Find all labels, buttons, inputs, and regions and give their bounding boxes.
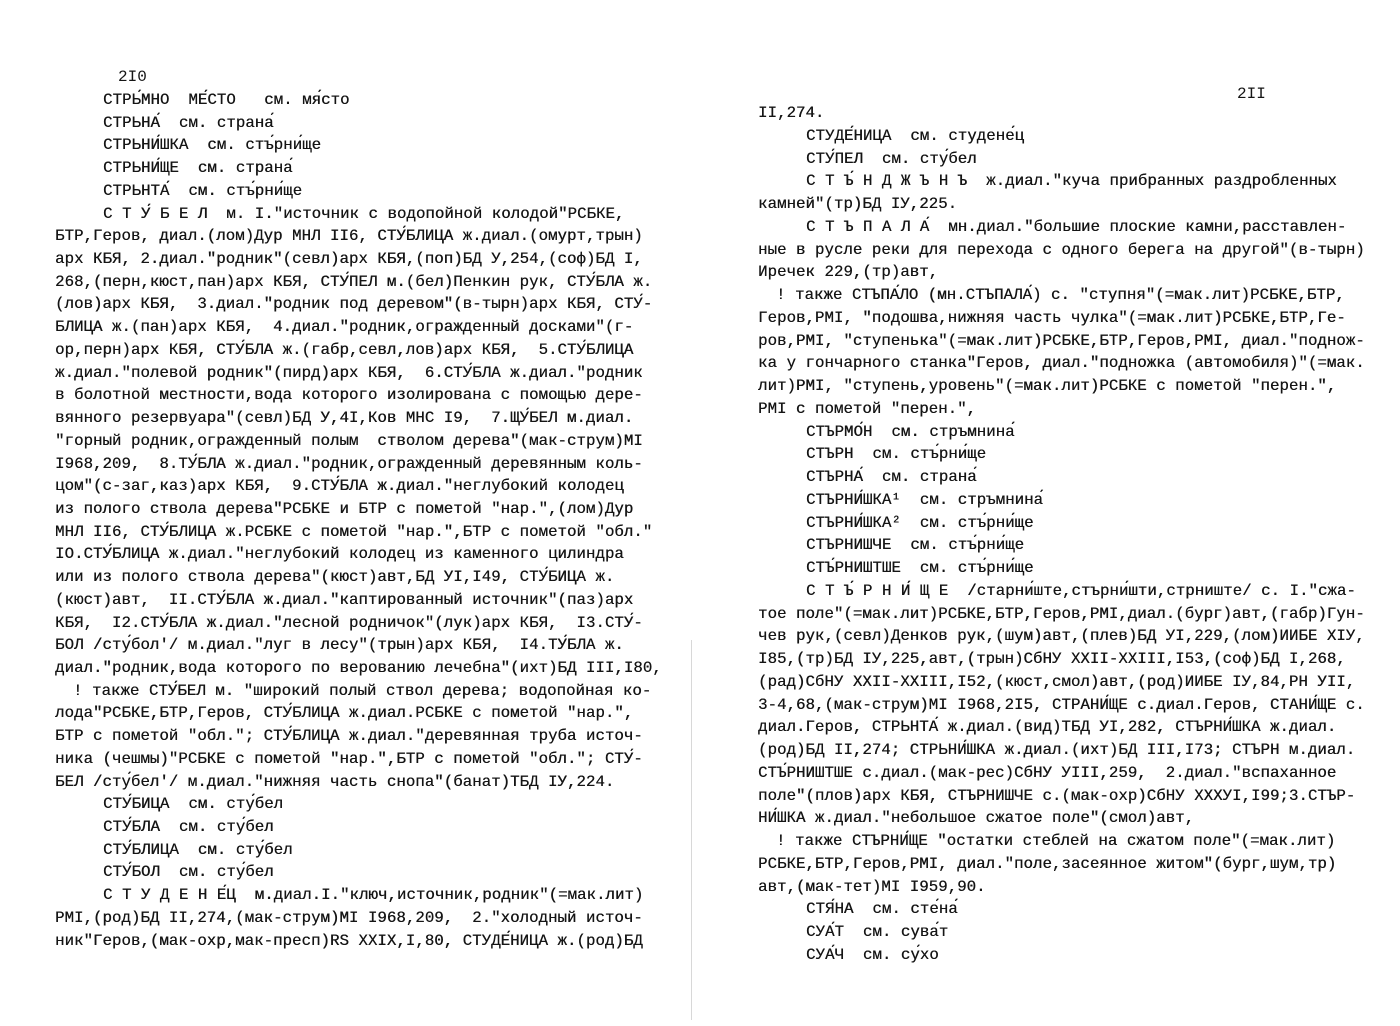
text-line: IO.СТУ́БЛИЦА ж.диал."неглубокий колодец из каменного цилиндра [55,545,624,564]
dictionary-entry-line: СТЪРМО́Н см. стръмнина́ [806,422,1015,441]
text-line: камней"(тр)БД IУ,225. [758,195,958,213]
dictionary-entry-line: СТУ́БИЦА см. сту́бел [103,795,284,814]
dictionary-entry-line: СТЯ́НА см. сте́на́ [806,900,958,919]
text-line: БОЛ /сту́бол'/ м.диал."луг в лесу"(трын)арх КБЯ, I4.ТУ́БЛА ж. [55,636,624,655]
text-line: ! также СТЪРНИ́ЩЕ "остатки стеблей на сжатом поле"(=мак.лит) [776,832,1336,850]
text-line: БЕЛ /сту́бел'/ м.диал."нижняя часть снопа"(банат)ТБД IУ,224. [55,772,615,791]
text-line: "горный родник,огражденный полым стволом дерева"(мак-струм)МI [55,431,643,450]
text-line: в болотной местности,вода которого изолирована с помощью дере- [55,386,643,405]
text-line: ник"Геров,(мак-охр,мак-пресп)RS XXIX,I,80, СТУДЕ́НИЦА ж.(род)БД [55,931,643,950]
text-line: Геров,РМI, "подошва,нижняя часть чулка"(=мак.лит)РСБКЕ,БТР,Ге- [758,308,1346,327]
dictionary-entry-line: С Т Ъ́ Н Д Ж Ъ Н Ъ ж.диал."куча прибранных раздробленных [806,172,1337,191]
text-line: ника (чешмы)"РСБКЕ с пометой "нар.",БТР с пометой "обл."; СТУ́- [55,749,643,768]
dictionary-entry-line: С Т Ъ П А Л А́ мн.диал."большие плоские камни,расставлен- [806,217,1347,236]
text-line: чев рук,(севл)Денков рук,(шум)авт,(плев)БД УI,229,(лом)ИИБЕ XIУ, [758,627,1365,646]
dictionary-entry-line: СТЪРНИ́ШКА² см. стъ́рни́ще [806,513,1034,532]
text-line: БЛИЦА ж.(пан)арх КБЯ, 4.диал."родник,огражденный досками"(г- [55,318,634,337]
text-line: (кюст)авт, II.СТУ́БЛА ж.диал."каптированный источник"(паз)арх [55,590,634,609]
text-line: ров,РМI, "ступенька"(=мак.лит)РСБКЕ,БТР,Геров,РМI, диал."поднож- [758,331,1365,350]
dictionary-entry-line: СУА́Ч см. су́хо [806,945,939,964]
text-line: авт,(мак-тет)МI I959,90. [758,877,986,896]
dictionary-entry-line: СТЪРН см. стъ́рни́ще [806,445,987,464]
text-line: ! также СТЪПА́ЛО (мн.СТЪПАЛА́) с. "ступня"(=мак.лит)РСБКЕ,БТР, [776,286,1345,304]
dictionary-entry-line: СТЪ́РНИШТШЕ см. стъ́рни́ще [806,559,1034,577]
left-page [0,0,690,1026]
dictionary-entry-line: СТУ́БЛИЦА см. сту́бел [103,840,293,859]
dictionary-entry-line: С Т У Д Е Н Е́Ц м.диал.I."ключ,источник,родник"(=мак.лит) [103,886,644,905]
text-line: из полого ствола дерева"РСБКЕ и БТР с пометой "нар.",(лом)Дур [55,499,634,518]
dictionary-entry-line: СТРЬНИ́ШКА см. стъ́рни́ще [103,136,322,155]
text-line: I85,(тр)БД IУ,225,авт,(трын)СбНУ XXII-XXIII,I53,(соф)БД I,268, [758,650,1346,668]
dictionary-entry-line: СТУ́БЛА см. сту́бел [103,818,274,837]
text-line: РСБКЕ,БТР,Геров,РМI, диал."поле,засеянное житом"(бург,шум,тр) [758,854,1337,873]
dictionary-entry-line: СТРЬНТА́ см. стъ́рни́ще [103,181,303,200]
text-line: МНЛ II6, СТУ́БЛИЦА ж.РСБКЕ с пометой "нар.",БТР с пометой "обл." [55,522,653,541]
dictionary-entry-line: СУА́Т см. сува́т [806,923,949,941]
text-line: II,274. [758,104,825,122]
page-gutter-divider [691,640,692,1020]
text-line: (рад)СбНУ XXII-XXIII,I52,(кюст,смол)авт,(род)ИИБЕ IУ,84,РН УII, [758,672,1356,691]
right-page [700,0,1400,1026]
text-line: ! также СТУ́БЕЛ м. "широкий полый ствол дерева; водопойная ко- [73,681,652,700]
text-line: БТР,Геров, диал.(лом)Дур МНЛ II6, СТУ́БЛИЦА ж.диал.(омурт,трын) [55,227,643,246]
dictionary-entry-line: С Т У́ Б Е Л м. I."источник с водопойной колодой"РСБКЕ, [103,204,625,223]
text-line: (лов)арх КБЯ, 3.диал."родник под деревом"(в-тырн)арх КБЯ, СТУ́- [55,295,653,314]
text-line: I968,209, 8.ТУ́БЛА ж.диал."родник,огражденный деревянным коль- [55,454,643,473]
text-line: лода"РСБКЕ,БТР,Геров, СТУ́БЛИЦА ж.диал.РСБКЕ с пометой "нар.", [55,704,634,723]
text-line: диал."родник,вода которого по верованию лечебна"(ихт)БД III,I80, [55,659,662,677]
dictionary-entry-line: СТЪРНИ́ШКА¹ см. стръмнина́ [806,490,1043,509]
text-line: тое поле"(=мак.лит)РСБКЕ,БТР,Геров,РМI,диал.(бург)авт,(габр)Гун- [758,604,1365,623]
page-number: 2II [1237,85,1266,103]
text-line: Иречек 229,(тр)авт, [758,263,939,282]
dictionary-entry-line: СТУ́БОЛ см. сту́бел [103,863,274,882]
text-line: ор,перн)арх КБЯ, СТУ́БЛА ж.(габр,севл,лов)арх КБЯ, 5.СТУ́БЛИЦА [55,340,634,359]
dictionary-entry-line: СТРЬНА́ см. страна́ [103,113,274,132]
text-line: арх КБЯ, 2.диал."родник"(севл)арх КБЯ,(поп)БД У,254,(соф)БД I, [55,250,643,269]
dictionary-entry-line: СТУ́ПЕЛ см. сту́бел [806,149,977,168]
text-line: (род)БД II,274; СТРЬНИ́ШКА ж.диал.(ихт)БД III,I73; СТЪРН м.диал. [758,741,1356,759]
text-line: лит)РМI, "ступень,уровень"(=мак.лит)РСБКЕ с пометой "перен.", [758,377,1337,395]
text-line: БТР с пометой "обл."; СТУ́БЛИЦА ж.диал."деревянная труба источ- [55,727,643,746]
dictionary-entry-line: СТРЬНИ́ЩЕ см. страна́ [103,159,293,178]
text-line: цом"(с-заг,каз)арх КБЯ, 9.СТУ́БЛА ж.диал."неглубокий колодец [55,477,624,496]
dictionary-entry-line: СТУДЕ́НИЦА см. студене́ц [806,126,1025,145]
dictionary-entry-line: С Т Ъ́ Р Н И́ Щ Е /старни́ште,стърни́шти,стрниште/ с. I."сжа- [806,581,1356,600]
text-line: вянного резервуара"(севл)БД У,4I,Ков МНС I9, 7.ЩУ́БЕЛ м.диал. [55,409,634,428]
text-line: или из полого ствола дерева"(кюст)авт,БД УI,I49, СТУ́БИЦА ж. [55,568,615,587]
text-line: КБЯ, I2.СТУ́БЛА ж.диал."лесной родничок"(лук)арх КБЯ, I3.СТУ́- [55,613,643,632]
text-line: РМI,(род)БД II,274,(мак-струм)МI I968,209, 2."холодный источ- [55,908,643,927]
dictionary-entry-line: СТЪРНИШЧЕ см. стъ́рни́ще [806,536,1025,555]
page-number: 2I0 [118,68,147,86]
dictionary-entry-line: СТЪРНА́ см. страна́ [806,468,977,486]
text-line: диал.Геров, СТРЬНТА́ ж.диал.(вид)ТБД УI,282, СТЪРНИ́ШКА ж.диал. [758,718,1337,737]
text-line: СТЪ́РНИШТШЕ с.диал.(мак-рес)СбНУ УIII,259, 2.диал."вспаханное [758,763,1337,782]
text-line: НИ́ШКА ж.диал."небольшое сжатое поле"(смол)авт, [758,809,1195,828]
text-line: 268,(перн,кюст,пан)арх КБЯ, СТУ́ПЕЛ м.(бел)Пенкин рук, СТУ́БЛА ж. [55,272,653,291]
text-line: поле"(плов)арх КБЯ, СТЪРНИШЧЕ с.(мак-охр)СбНУ XXXУI,I99;3.СТЪР- [758,786,1356,805]
text-line: ные в русле реки для перехода с одного берега на другой"(в-тырн) [758,240,1365,259]
text-line: 3-4,68,(мак-струм)МI I968,2I5, СТРАНИ́ЩЕ с.диал.Геров, СТАНИ́ЩЕ с. [758,695,1365,714]
text-line: ж.диал."полевой родник"(пирд)арх КБЯ, 6.СТУ́БЛА ж.диал."родник [55,363,643,382]
dictionary-entry-line: СТРЬ́МНО МЕ́СТО см. мя́сто [103,91,350,109]
text-line: ка у гончарного станка"Геров, диал."подножка (автомобиля)"(=мак. [758,354,1365,373]
text-line: РМI с пометой "перен.", [758,399,977,418]
